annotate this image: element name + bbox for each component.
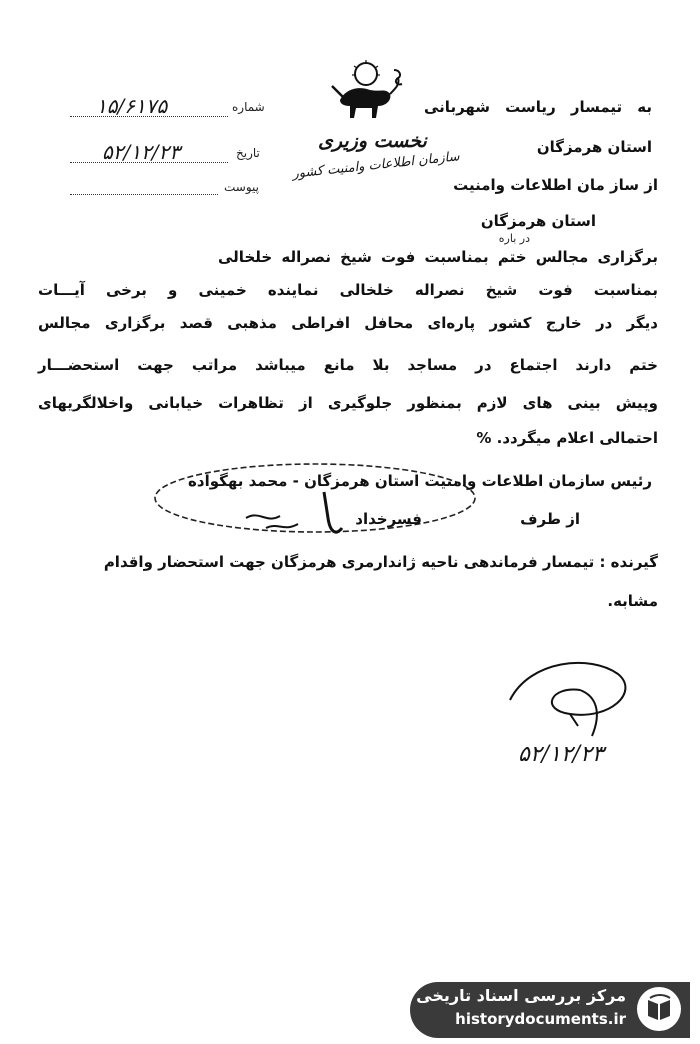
- date-value: ۵۲/۱۲/۲۳: [102, 140, 180, 164]
- signer-name: فسرخداد: [355, 510, 422, 528]
- body-line-4: وپیش بینی های لازم بمنظور جلوگیری از تظاهرات خیابانی واخلالگریهای: [38, 394, 658, 412]
- to-line: به تیمسار ریاست شهربانی: [424, 98, 652, 116]
- from-label: از طرف: [520, 510, 580, 528]
- subject-line: برگزاری مجالس ختم بمناسبت فوت شیخ نصراله خلخالی: [218, 248, 658, 266]
- from-city: استان هرمزگان: [480, 212, 596, 230]
- attachment-dots: [70, 194, 218, 195]
- body-line-2: دیگر در خارج کشور پاره‌ای محافل افراطی مذهبی قصد برگزاری مجالس: [38, 314, 658, 332]
- date-label: تاریخ: [236, 146, 260, 160]
- body-line-3: ختم دارند اجتماع در مساجد بلا مانع میباشد مراتب جهت استحضـــار: [38, 356, 658, 374]
- recipient-line-2: مشابه.: [607, 592, 658, 610]
- ministry-heading: نخست وزیری: [318, 130, 427, 152]
- body-line-5: احتمالی اعلام میگردد. %: [476, 429, 658, 447]
- handwritten-signature: [236, 488, 356, 548]
- signature-title: رئیس سازمان اطلاعات وامنیت استان هرمزگان - محمد بهگواده: [188, 472, 652, 490]
- attachment-label: پیوست: [224, 180, 259, 194]
- to-city: استان هرمزگان: [536, 138, 652, 156]
- number-value: ۱۵/۶۱۷۵: [96, 94, 168, 118]
- footer-site-url: historydocuments.ir: [455, 1010, 626, 1028]
- annotation-date: ۵۲/۱۲/۲۳: [518, 742, 604, 767]
- lion-and-sun-emblem-icon: [326, 58, 406, 128]
- from-line: از ساز مان اطلاعات وامنیت: [453, 176, 658, 194]
- body-line-1: بمناسبت فوت شیخ نصراله خلخالی نماینده خمینی و برخی آیـــات: [38, 281, 658, 299]
- number-label: شماره: [232, 100, 265, 114]
- handwritten-paraph: [500, 640, 650, 750]
- footer-badge: [410, 982, 690, 1038]
- organization-heading: سازمان اطلاعات وامنیت کشور: [291, 149, 461, 182]
- subject-label: در باره: [498, 232, 530, 245]
- footer-site-name: مرکز بررسی اسناد تاریخی: [416, 986, 626, 1005]
- book-icon: [636, 986, 682, 1032]
- recipient-line-1: گیرنده : تیمسار فرماندهی ناحیه ژاندارمری هرمزگان جهت استحضار واقدام: [103, 553, 658, 571]
